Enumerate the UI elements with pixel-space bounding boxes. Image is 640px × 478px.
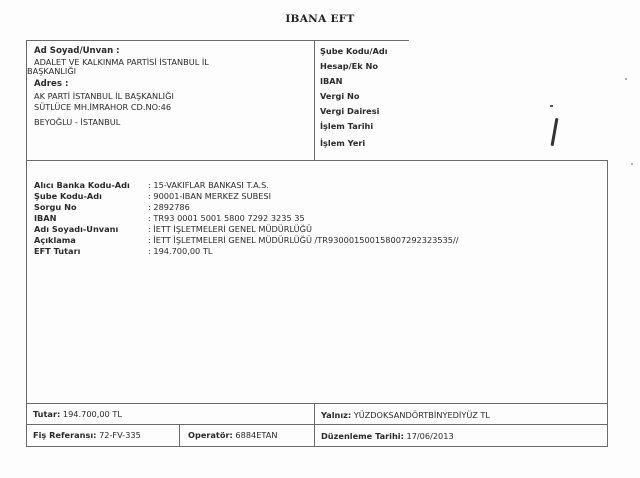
- footer-top-border: [26, 403, 608, 404]
- account-field-iban: IBAN: [320, 76, 343, 86]
- footer-bottom-border: [26, 446, 608, 447]
- in-words-value: YÜZDOKSANDÖRTBİNYEDİYÜZ TL: [353, 410, 490, 420]
- detail-label: Şube Kodu-Adı: [34, 191, 102, 201]
- sender-name-label: Ad Soyad/Unvan :: [34, 46, 120, 56]
- reference-value: 72-FV-335: [99, 430, 141, 440]
- footer-mid-border: [26, 424, 608, 425]
- detail-value: : 90001-IBAN MERKEZ SUBESI: [148, 191, 271, 201]
- detail-label: Adı Soyadı-Unvanı: [34, 224, 119, 234]
- detail-value: : 2892786: [148, 202, 190, 212]
- footer-reference-cell: [33, 430, 141, 440]
- operator-value: 6884ETAN: [235, 430, 278, 440]
- detail-value: : TR93 0001 5001 5800 7292 3235 35: [148, 213, 305, 223]
- footer-date-cell: [321, 431, 454, 441]
- header-top-border: [26, 40, 409, 41]
- detail-label: IBAN: [34, 213, 57, 223]
- document-title: IBANA EFT: [285, 13, 355, 25]
- footer-operator-cell: [188, 430, 278, 440]
- amount-value: 194.700,00 TL: [62, 409, 122, 419]
- reference-label: Fiş Referansı:: [33, 430, 97, 440]
- scan-artifact: [625, 78, 627, 80]
- sender-address-line3: BEYOĞLU - İSTANBUL: [34, 117, 121, 127]
- sender-address-label: Adres :: [34, 79, 69, 89]
- footer-ref-divider: [179, 424, 180, 446]
- body-top-border: [26, 160, 608, 161]
- detail-value: : İETT İŞLETMELERİ GENEL MÜDÜRLÜĞÜ: [148, 224, 312, 234]
- scan-artifact: [631, 163, 633, 165]
- header-divider: [314, 40, 315, 160]
- detail-value: : İETT İŞLETMELERİ GENEL MÜDÜRLÜĞÜ /TR930001500158007292323535//: [148, 235, 459, 245]
- footer-amount-cell: [33, 409, 122, 419]
- account-field-islem-yeri: İşlem Yeri: [320, 138, 366, 148]
- detail-label: Sorgu No: [34, 202, 77, 212]
- footer-col-divider: [314, 403, 315, 446]
- sender-name-line2: BAŞKANLIĞI: [27, 66, 77, 76]
- header-left-border: [26, 40, 27, 446]
- detail-value: : 194.700,00 TL: [148, 246, 213, 256]
- account-field-sube: Şube Kodu/Adı: [320, 46, 388, 56]
- detail-label: EFT Tutarı: [34, 246, 81, 256]
- operator-label: Operatör:: [188, 430, 233, 440]
- date-value: 17/06/2013: [406, 431, 454, 441]
- amount-label: Tutar:: [33, 409, 61, 419]
- detail-label: Açıklama: [34, 235, 76, 245]
- account-field-vergi-no: Vergi No: [320, 91, 360, 101]
- footer-in-words-cell: [321, 410, 490, 420]
- account-field-hesap: Hesap/Ek No: [320, 61, 379, 71]
- sender-address-line2: SÜTLÜCE MH.İMRAHOR CD.NO:46: [34, 102, 172, 112]
- account-field-vergi-dairesi: Vergi Dairesi: [320, 106, 380, 116]
- account-field-islem-tarihi: İşlem Tarihi: [320, 121, 374, 131]
- in-words-label: Yalnız:: [321, 410, 352, 420]
- date-label: Düzenleme Tarihi:: [321, 431, 404, 441]
- detail-value: : 15-VAKIFLAR BANKASI T.A.S.: [148, 180, 269, 190]
- scan-artifact: [550, 105, 553, 107]
- detail-label: Alıcı Banka Kodu-Adı: [34, 180, 130, 190]
- pen-mark: [551, 118, 559, 146]
- sender-address-line1: AK PARTİ İSTANBUL İL BAŞKANLIĞI: [34, 91, 174, 101]
- sender-name-line1: ADALET VE KALKINMA PARTİSİ İSTANBUL İL: [34, 57, 209, 67]
